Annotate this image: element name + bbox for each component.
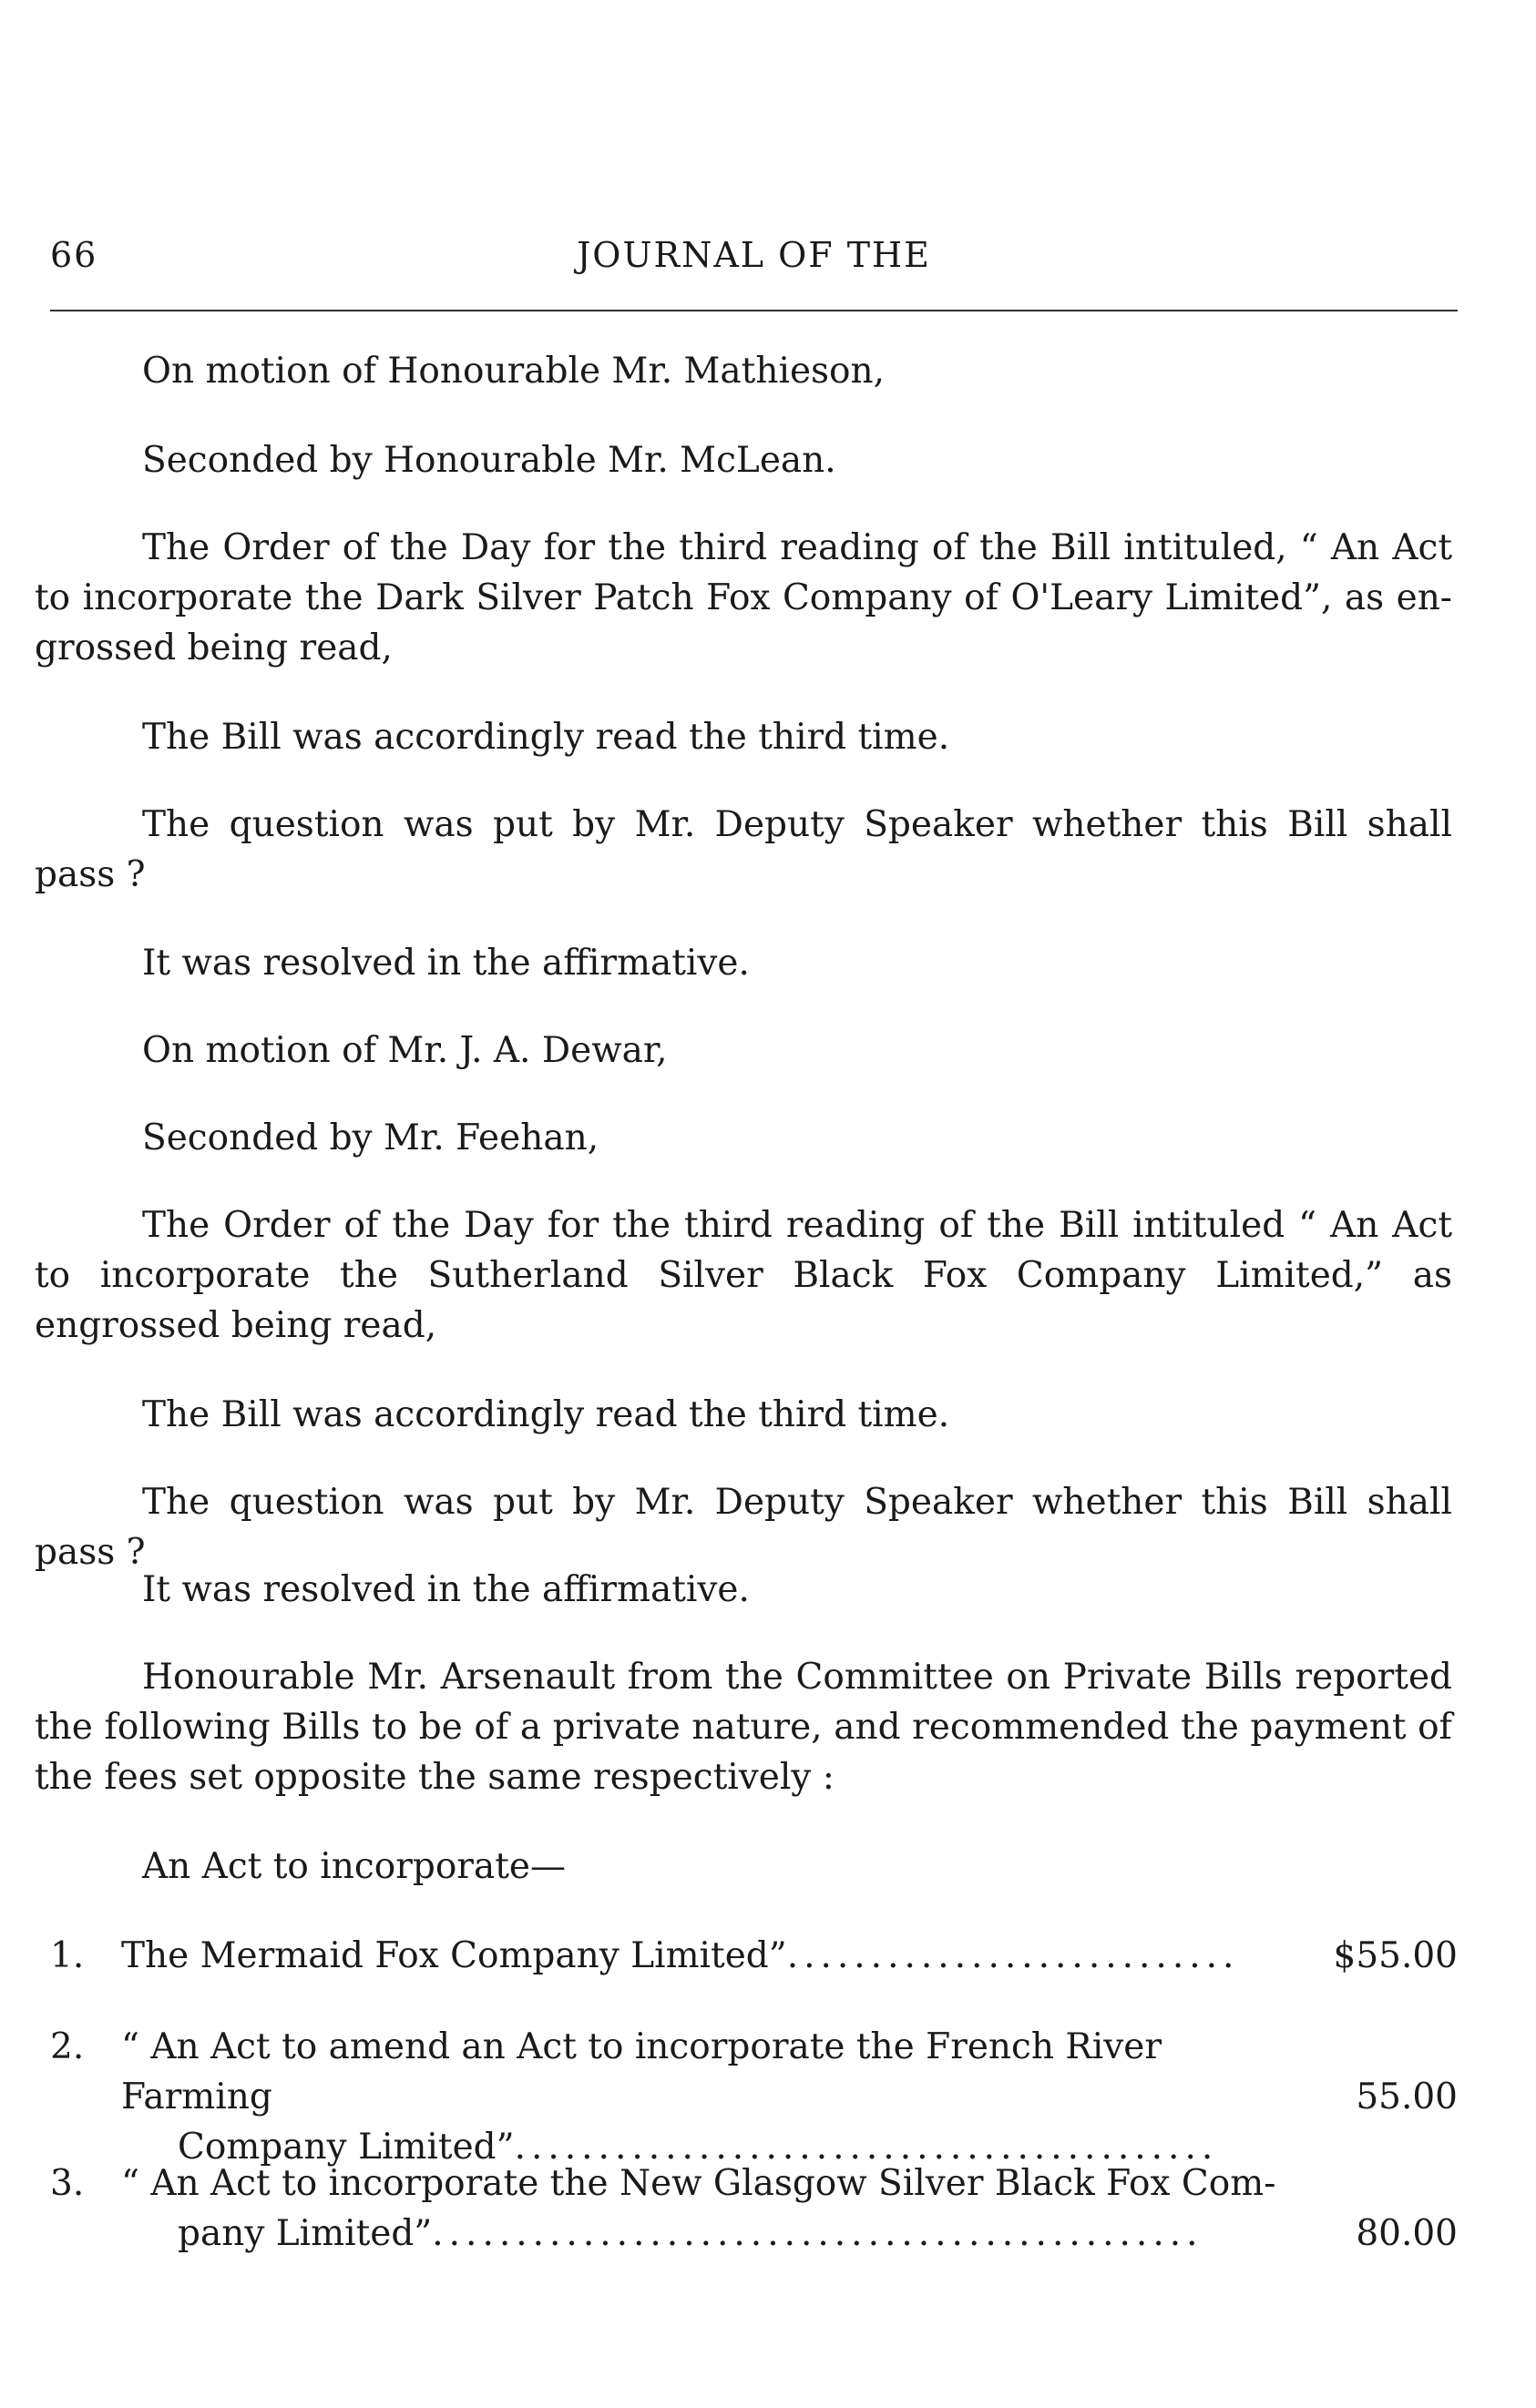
bill-read-paragraph: The Bill was accordingly read the third time. bbox=[142, 1394, 950, 1435]
fee-amount: 80.00 bbox=[1356, 2213, 1458, 2254]
motion-paragraph: On motion of Honourable Mr. Mathieson, bbox=[142, 351, 886, 392]
motion-paragraph: On motion of Mr. J. A. Dewar, bbox=[142, 1030, 668, 1071]
item-text bbox=[121, 2022, 1287, 2172]
item-number: 2. bbox=[50, 2026, 85, 2067]
running-head: JOURNAL OF THE bbox=[577, 235, 931, 275]
fee-amount: 55.00 bbox=[1356, 2076, 1458, 2117]
order-of-day-paragraph: The Order of the Day for the third reading of the Bill intituled “ An Act to incorporate the Sutherland Silver Black Fox Company Limited,” as engrossed being read, bbox=[35, 1205, 1452, 1346]
resolved-paragraph: It was resolved in the affirmative. bbox=[142, 1569, 750, 1610]
resolved-paragraph: It was resolved in the affirmative. bbox=[142, 943, 750, 984]
item-number: 3. bbox=[50, 2163, 85, 2204]
list-item bbox=[50, 2022, 1458, 2168]
bill-title-line-2: pany Limited” bbox=[178, 2213, 433, 2254]
seconded-paragraph: Seconded by Mr. Feehan, bbox=[142, 1117, 599, 1158]
leader-dots: ........................... bbox=[786, 1935, 1240, 1976]
committee-report-paragraph: Honourable Mr. Arsenault from the Committee on Private Bills reported the following Bills to be of a private nature, and recommended the payment of the fees set opposite the same respectively : bbox=[35, 1657, 1452, 1798]
header-rule bbox=[50, 310, 1458, 311]
item-text bbox=[121, 2158, 1287, 2259]
item-text bbox=[121, 1931, 1287, 1981]
order-of-day-paragraph: The Order of the Day for the third reading of the Bill intituled, “ An Act to incorporate the Dark Silver Patch Fox Company of O'Leary Limited”, as en- grossed being read, bbox=[35, 527, 1452, 668]
bill-title-line-1: “ An Act to amend an Act to incorporate the French River Farming bbox=[121, 2026, 1162, 2117]
page-header bbox=[50, 235, 1458, 281]
seconded-paragraph: Seconded by Honourable Mr. McLean. bbox=[142, 440, 836, 481]
fee-amount: $55.00 bbox=[1333, 1935, 1458, 1976]
bill-title-line-1: “ An Act to incorporate the New Glasgow Silver Black Fox Com- bbox=[121, 2163, 1276, 2204]
list-item bbox=[50, 1931, 1458, 1985]
item-number: 1. bbox=[50, 1935, 85, 1976]
bill-read-paragraph: The Bill was accordingly read the third time. bbox=[142, 717, 950, 758]
question-paragraph: The question was put by Mr. Deputy Speaker whether this Bill shall pass ? bbox=[35, 1482, 1452, 1573]
page-number: 66 bbox=[50, 235, 98, 275]
question-paragraph: The question was put by Mr. Deputy Speaker whether this Bill shall pass ? bbox=[35, 804, 1452, 895]
leader-dots: .............................................. bbox=[432, 2213, 1203, 2254]
bill-title: The Mermaid Fox Company Limited” bbox=[121, 1935, 787, 1976]
bill-title-line-2: Company Limited” bbox=[178, 2127, 515, 2168]
list-item bbox=[50, 2158, 1458, 2268]
leader-dots: .......................................... bbox=[514, 2127, 1219, 2168]
list-intro: An Act to incorporate— bbox=[142, 1846, 566, 1887]
